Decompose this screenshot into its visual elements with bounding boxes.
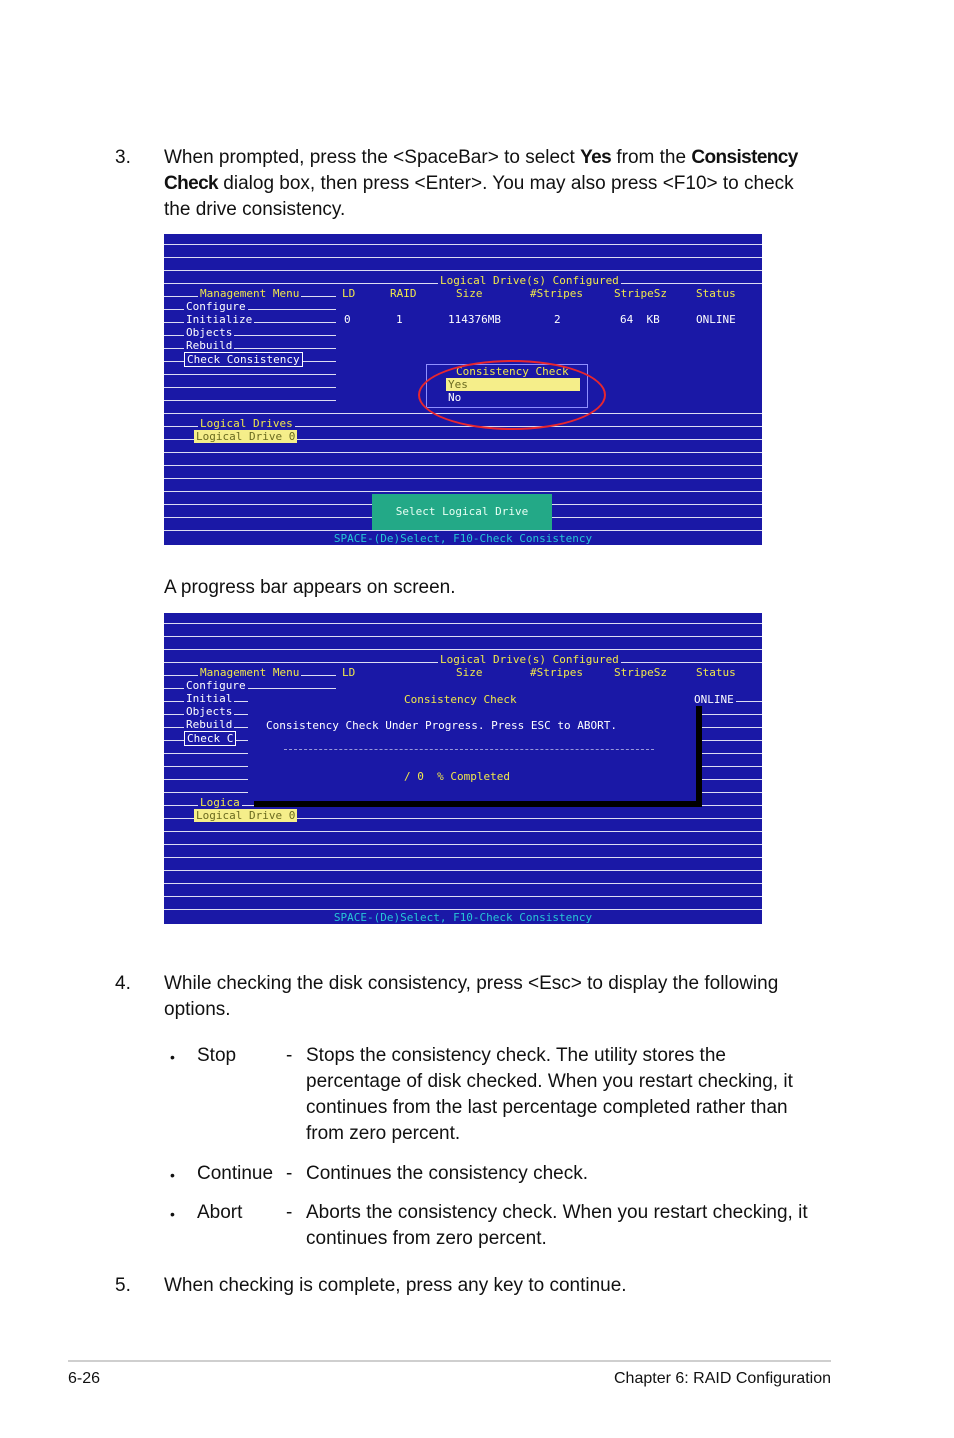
status-online: ONLINE xyxy=(694,693,734,706)
logical-drive-0-item[interactable]: Logical Drive 0 xyxy=(196,430,296,443)
bullet-stop: • xyxy=(170,1049,175,1065)
progress-caption: A progress bar appears on screen. xyxy=(164,577,456,598)
menu-rebuild[interactable]: Rebuild xyxy=(186,718,233,731)
row-raid: 1 xyxy=(396,313,403,326)
column-stripes: #Stripes xyxy=(530,666,583,679)
column-status: Status xyxy=(696,287,736,300)
progress-dialog-title: Consistency Check xyxy=(404,693,517,706)
yes-term: Yes xyxy=(580,147,612,168)
logical-drives-configured-header: Logical Drive(s) Configured xyxy=(440,274,619,287)
management-menu-title: Management Menu xyxy=(200,666,300,679)
logical-drives-configured-header: Logical Drive(s) Configured xyxy=(440,653,619,666)
bullet-continue: • xyxy=(170,1167,175,1183)
consistency-dialog-title: Consistency Check xyxy=(456,365,569,378)
column-stripesz: StripeSz xyxy=(614,666,667,679)
menu-configure[interactable]: Configure xyxy=(186,300,246,313)
logical-drives-label: Logical Drives xyxy=(200,417,293,430)
step-3-text-a: When prompted, press the <SpaceBar> to select xyxy=(164,147,581,168)
progress-message: Consistency Check Under Progress. Press ESC to ABORT. xyxy=(266,719,617,732)
step-3-text-b: from the xyxy=(611,147,692,168)
highlight-ellipse xyxy=(418,360,606,430)
logical-drives-label: Logica xyxy=(200,796,240,809)
option-stop-label: Stop xyxy=(197,1045,237,1066)
consistency-check-term: Consistency Check xyxy=(164,147,798,194)
step-5-text: When checking is complete, press any key to continue. xyxy=(164,1275,627,1296)
menu-initial[interactable]: Initial xyxy=(186,692,233,705)
menu-check-consistency[interactable]: Check Consistency xyxy=(184,352,303,367)
column-ld: LD xyxy=(342,287,356,300)
progress-dialog xyxy=(248,693,696,801)
option-continue-dash: - xyxy=(286,1163,293,1184)
bullet-abort: • xyxy=(170,1206,175,1222)
column-raid: RAID xyxy=(390,287,417,300)
row-stripesz: 64 KB xyxy=(620,313,660,326)
dialog-option-no[interactable]: No xyxy=(448,391,462,404)
management-menu-title: Management Menu xyxy=(200,287,300,300)
menu-configure[interactable]: Configure xyxy=(186,679,246,692)
row-size: 114376MB xyxy=(448,313,501,326)
menu-check-consistency[interactable]: Check C xyxy=(184,731,236,746)
row-status: ONLINE xyxy=(696,313,736,326)
column-size: Size xyxy=(456,666,483,679)
step-3-text-c: dialog box, then press <Enter>. You may also press <F10> to check the drive consistency. xyxy=(164,173,794,220)
step-3-number: 3. xyxy=(115,147,131,168)
select-logical-drive-button[interactable]: Select Logical Drive xyxy=(372,494,552,530)
progress-bar-track xyxy=(284,749,654,750)
step-3-text xyxy=(164,145,824,223)
screen-1-hotkey-bar: SPACE-(De)Select, F10-Check Consistency xyxy=(164,533,762,545)
step-5-number: 5. xyxy=(115,1275,131,1296)
column-ld: LD xyxy=(342,666,356,679)
option-abort-desc: Aborts the consistency check. When you restart checking, it continues from zero percent. xyxy=(306,1202,808,1249)
option-abort-dash: - xyxy=(286,1202,293,1223)
row-stripes: 2 xyxy=(554,313,561,326)
bios-screen-consistency-dialog xyxy=(164,234,762,545)
menu-initialize[interactable]: Initialize xyxy=(186,313,253,326)
page-number: 6-26 xyxy=(68,1370,101,1387)
option-stop-dash: - xyxy=(286,1045,293,1066)
column-size: Size xyxy=(456,287,483,300)
menu-objects[interactable]: Objects xyxy=(186,326,233,339)
option-continue-label: Continue xyxy=(197,1163,274,1184)
menu-rebuild[interactable]: Rebuild xyxy=(186,339,233,352)
option-continue-desc: Continues the consistency check. xyxy=(306,1163,588,1184)
dialog-option-yes[interactable]: Yes xyxy=(446,378,580,391)
step-4-text: While checking the disk consistency, press <Esc> to display the following options. xyxy=(164,973,779,1020)
column-stripesz: StripeSz xyxy=(614,287,667,300)
column-stripes: #Stripes xyxy=(530,287,583,300)
menu-objects[interactable]: Objects xyxy=(186,705,233,718)
footer-rule xyxy=(68,1360,831,1362)
column-status: Status xyxy=(696,666,736,679)
option-abort-label: Abort xyxy=(197,1202,243,1223)
chapter-title: Chapter 6: RAID Configuration xyxy=(614,1370,831,1387)
percent-completed: / 0 % Completed xyxy=(404,770,510,783)
option-stop-desc: Stops the consistency check. The utility stores the percentage of disk checked. When you restart checking, it continues from the last percentage completed rather than from zero percent. xyxy=(306,1045,793,1144)
screen-2-hotkey-bar: SPACE-(De)Select, F10-Check Consistency xyxy=(164,912,762,924)
row-ld: 0 xyxy=(344,313,351,326)
step-4-number: 4. xyxy=(115,973,131,994)
bios-screen-progress xyxy=(164,613,762,924)
logical-drive-0-item[interactable]: Logical Drive 0 xyxy=(196,809,296,822)
